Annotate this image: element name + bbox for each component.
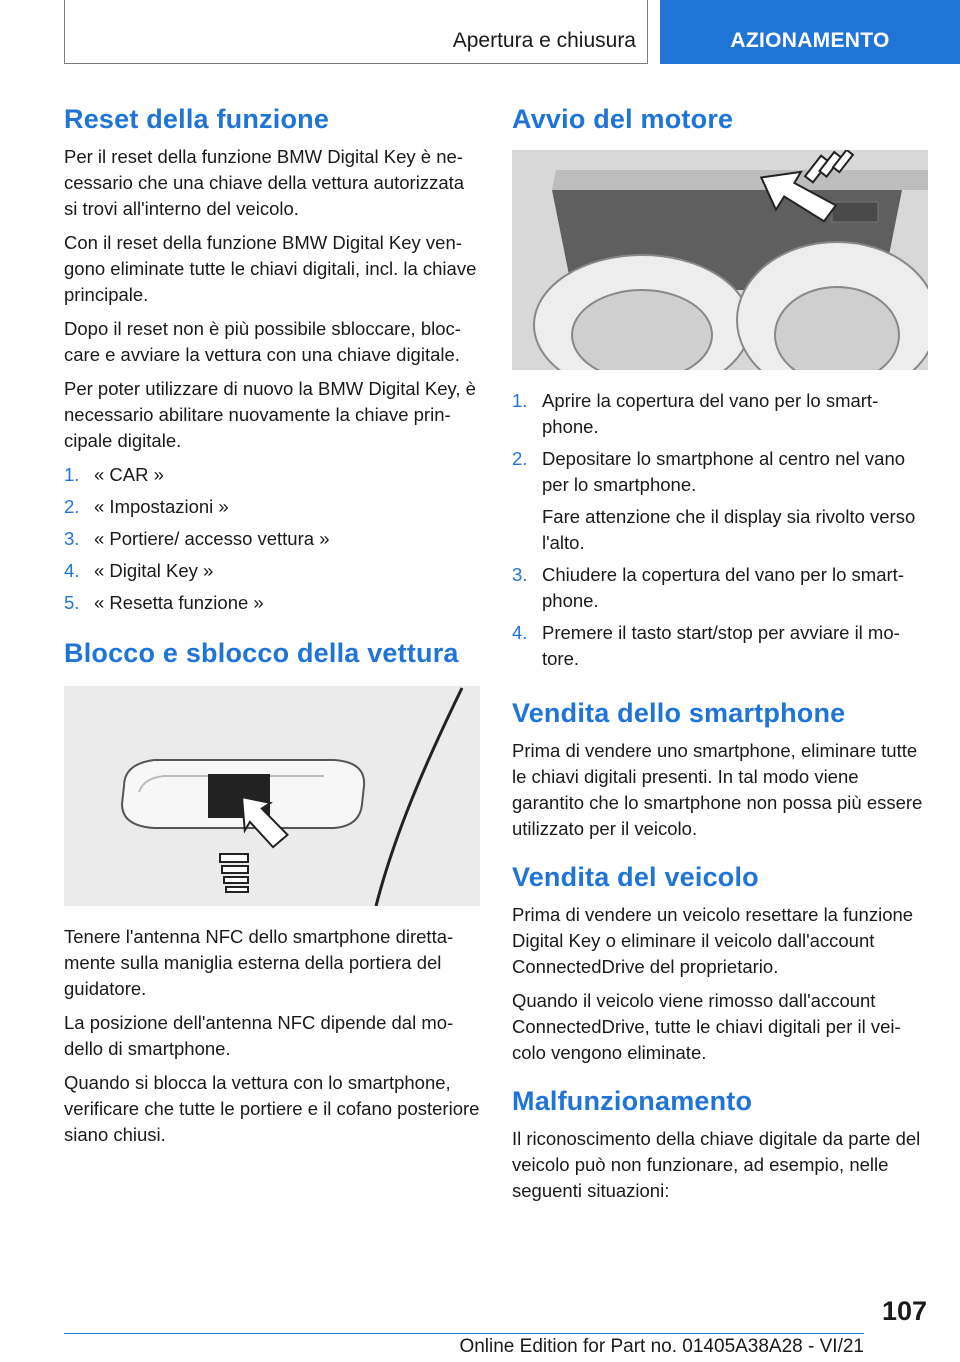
list-item [512, 446, 928, 556]
list-item [512, 388, 928, 440]
step-text: Aprire la copertura del vano per lo smartphone. [542, 390, 879, 437]
step-text: Premere il tasto start/stop per avviare il motore. [542, 622, 900, 669]
step-number: 5. [64, 592, 80, 613]
list-item [64, 526, 480, 552]
phone-tray-illustration [512, 150, 928, 370]
step-text: Depositare lo smartphone al centro nel vano per lo smartphone. [542, 448, 906, 495]
lock-heading: Blocco e sblocco della vettura [64, 638, 459, 668]
step-number: 4. [512, 622, 528, 643]
reset-paragraph: Con il reset della funzione BMW Digital Key vengono eliminate tutte le chiavi digitali, incl. la chiave principale. [64, 232, 477, 305]
step-note: Fare attenzione che il display sia rivolto verso l'alto. [542, 506, 916, 553]
step-text: « CAR » [94, 464, 164, 485]
lock-paragraph: Tenere l'antenna NFC dello smartphone direttamente sulla maniglia esterna della portiera del guidatore. [64, 926, 454, 999]
reset-heading: Reset della funzione [64, 104, 330, 134]
sale-vehicle-heading: Vendita del veicolo [512, 862, 759, 892]
reset-paragraph: Per poter utilizzare di nuovo la BMW Digital Key, è necessario abilitare nuovamente la chiave principale digitale. [64, 378, 476, 451]
step-text: « Digital Key » [94, 560, 214, 581]
step-number: 3. [64, 528, 80, 549]
reset-paragraph: Per il reset della funzione BMW Digital Key è necessario che una chiave della vettura autorizzata si trovi all'interno del veicolo. [64, 146, 465, 219]
step-text: « Resetta funzione » [94, 592, 264, 613]
sale-vehicle-paragraph: Quando il veicolo viene rimosso dall'account ConnectedDrive, tutte le chiavi digitali per il veicolo vengono eliminate. [512, 990, 901, 1063]
list-item [64, 590, 480, 616]
step-number: 1. [64, 464, 80, 485]
header-section-title: Apertura e chiusura [452, 29, 636, 52]
list-item [512, 620, 928, 672]
step-number: 1. [512, 390, 528, 411]
step-text: « Impostazioni » [94, 496, 229, 517]
left-column [64, 100, 480, 1156]
list-item [512, 562, 928, 614]
start-heading: Avvio del motore [512, 104, 734, 134]
step-number: 3. [512, 564, 528, 585]
step-number: 2. [512, 448, 528, 469]
sale-phone-heading: Vendita dello smartphone [512, 698, 846, 728]
list-item [64, 462, 480, 488]
sale-vehicle-paragraph: Prima di vendere un veicolo resettare la funzione Digital Key o eliminare il veicolo dall'account ConnectedDrive del proprietario. [512, 904, 914, 977]
list-item [64, 494, 480, 520]
lock-paragraph: Quando si blocca la vettura con lo smartphone, verificare che tutte le portiere e il cofano posteriore siano chiusi. [64, 1072, 480, 1145]
malfunction-paragraph: Il riconoscimento della chiave digitale da parte del veicolo può non funzionare, ad esempio, nelle seguenti situazioni: [512, 1128, 921, 1201]
footer-edition: Online Edition for Part no. 01405A38A28 - VI/21 [459, 1336, 864, 1357]
step-text: Chiudere la copertura del vano per lo smartphone. [542, 564, 904, 611]
malfunction-heading: Malfunzionamento [512, 1086, 753, 1116]
lock-paragraph: La posizione dell'antenna NFC dipende dal modello di smartphone. [64, 1012, 454, 1059]
start-steps [512, 388, 928, 672]
step-number: 4. [64, 560, 80, 581]
step-number: 2. [64, 496, 80, 517]
page-number: 107 [881, 1296, 927, 1326]
reset-paragraph: Dopo il reset non è più possibile sbloccare, bloccare e avviare la vettura con una chiave digitale. [64, 318, 461, 365]
list-item [64, 558, 480, 584]
reset-steps [64, 462, 480, 616]
sale-phone-paragraph: Prima di vendere uno smartphone, eliminare tutte le chiavi digitali presenti. In tal modo viene garantito che lo smartphone non possa più essere utilizzato per il veicolo. [512, 740, 923, 839]
door-handle-illustration [64, 686, 480, 906]
footer-divider [64, 1333, 864, 1334]
right-column [512, 100, 928, 1212]
step-text: « Portiere/ accesso vettura » [94, 528, 330, 549]
header-chapter-tab: AZIONAMENTO [660, 0, 960, 64]
